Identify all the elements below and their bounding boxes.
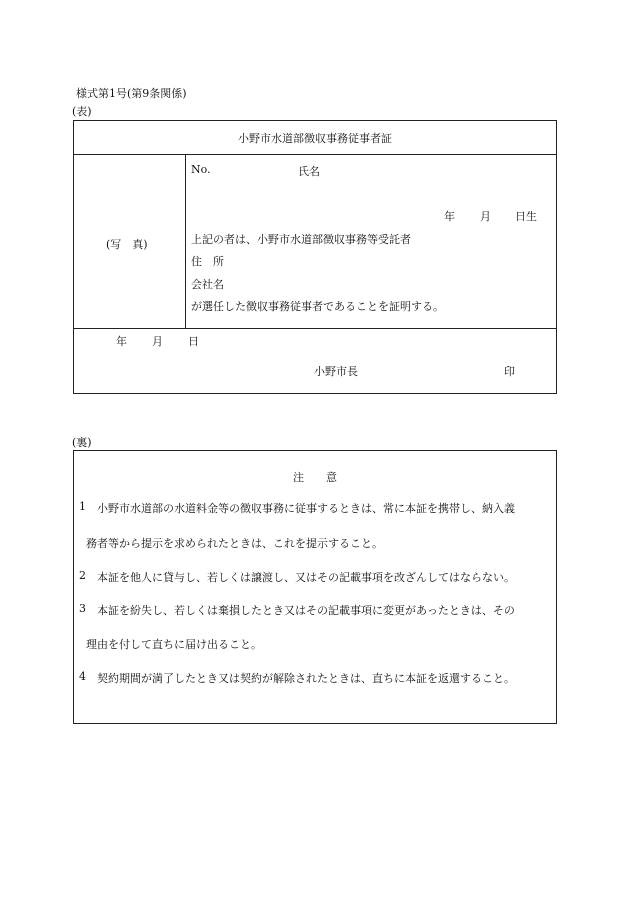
card-title: 小野市水道部徴収事務従事者証 xyxy=(238,132,392,145)
photo-label: (写 真) xyxy=(106,238,148,251)
no-label: No. xyxy=(191,163,211,176)
birth-month-label: 月 xyxy=(480,210,491,223)
issue-day-label: 日 xyxy=(188,335,199,348)
certification-statement: が選任した徴収事務従事者であることを証明する。 xyxy=(191,300,444,313)
note-text: 契約期間が満了したとき又は契約が解除されたときは、直ちに本証を返還すること。 xyxy=(97,672,515,685)
front-label: (表) xyxy=(72,105,92,118)
photo-divider xyxy=(185,154,186,329)
note-number: 4 xyxy=(79,670,86,683)
issuer-title: 小野市長 xyxy=(314,365,358,378)
note-number: 3 xyxy=(79,602,86,615)
address-label: 住 所 xyxy=(191,255,224,268)
front-title-divider xyxy=(73,154,557,155)
note-text: 本証を紛失し、若しくは棄損したとき又はその記載事項に変更があったときは、その xyxy=(97,604,515,617)
note-text-continued: 理由を付して直ちに届け出ること。 xyxy=(86,638,262,651)
notes-title: 注 意 xyxy=(293,471,337,484)
note-number: 2 xyxy=(79,569,86,582)
note-text: 本証を他人に貸与し、若しくは譲渡し、又はその記載事項を改ざんしてはならない。 xyxy=(97,571,515,584)
seal-mark: 印 xyxy=(504,365,515,378)
birth-day-label: 日生 xyxy=(515,210,537,223)
issue-year-label: 年 xyxy=(116,335,127,348)
company-label: 会社名 xyxy=(191,278,224,291)
front-card-border xyxy=(73,120,557,394)
back-label: (裏) xyxy=(72,436,92,449)
issue-month-label: 月 xyxy=(152,335,163,348)
name-label: 氏名 xyxy=(298,165,320,178)
birth-year-label: 年 xyxy=(444,210,455,223)
front-body-divider xyxy=(73,328,557,329)
note-number: 1 xyxy=(79,500,86,513)
note-text: 小野市水道部の水道料金等の徴収事務に従事するときは、常に本証を携帯し、納入義 xyxy=(97,502,515,515)
form-number: 様式第1号(第9条関係) xyxy=(76,87,187,100)
note-text-continued: 務者等から提示を求められたときは、これを提示すること。 xyxy=(86,537,383,550)
certification-line: 上記の者は、小野市水道部徴収事務等受託者 xyxy=(191,233,411,246)
